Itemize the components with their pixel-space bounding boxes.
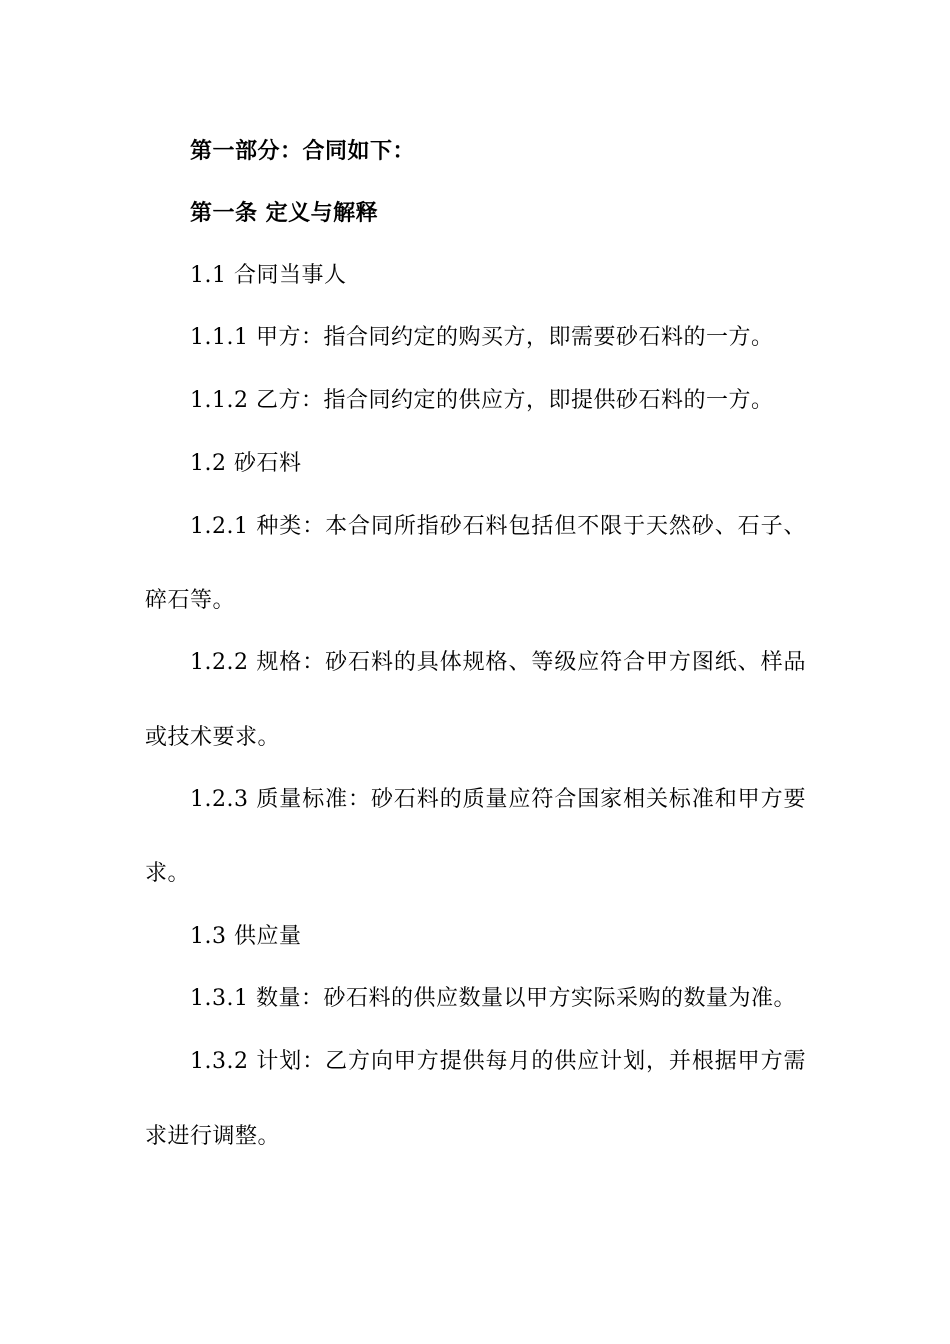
clause-continuation: 求。: [145, 861, 191, 886]
clause-text: 1.1.1 甲方：指合同约定的购买方，即需要砂石料的一方。: [190, 325, 774, 350]
section-title: 1.2 砂石料: [190, 451, 302, 476]
section-title: 1.1 合同当事人: [190, 263, 347, 288]
article-heading: 第一条 定义与解释: [190, 201, 379, 226]
clause-text: 1.3.2 计划：乙方向甲方提供每月的供应计划，并根据甲方需: [190, 1049, 806, 1074]
clause-text: 1.1.2 乙方：指合同约定的供应方，即提供砂石料的一方。: [190, 388, 774, 413]
clause-continuation: 或技术要求。: [145, 725, 281, 750]
clause-text: 1.2.1 种类：本合同所指砂石料包括但不限于天然砂、石子、: [190, 514, 806, 539]
clause-continuation: 求进行调整。: [145, 1124, 281, 1149]
clause-text: 1.2.2 规格：砂石料的具体规格、等级应符合甲方图纸、样品: [190, 650, 806, 675]
clause-text: 1.2.3 质量标准：砂石料的质量应符合国家相关标准和甲方要: [190, 787, 806, 812]
clause-text: 1.3.1 数量：砂石料的供应数量以甲方实际采购的数量为准。: [190, 986, 796, 1011]
section-title: 1.3 供应量: [190, 924, 302, 949]
part-heading: 第一部分：合同如下：: [190, 139, 416, 164]
clause-continuation: 碎石等。: [145, 588, 236, 613]
